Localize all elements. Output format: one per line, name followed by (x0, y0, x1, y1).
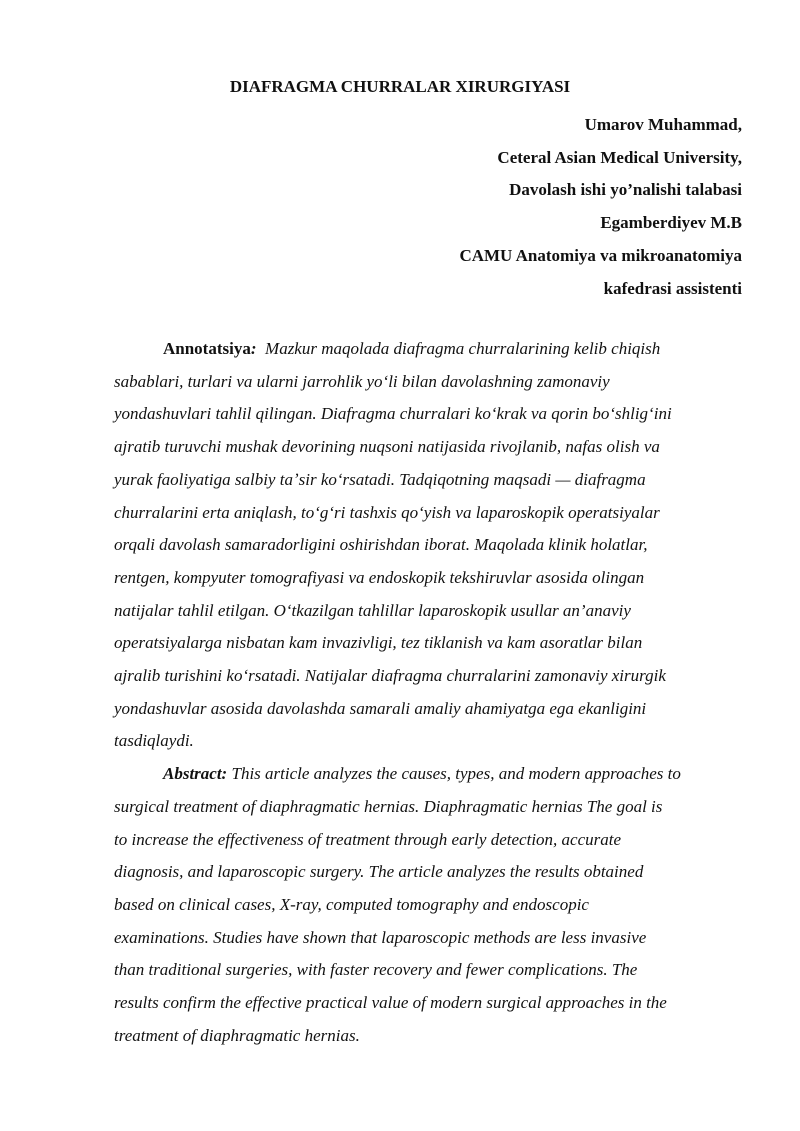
author-name: Umarov Muhammad, (584, 115, 742, 134)
abstract-line: results confirm the effective practical value of modern surgical approaches in the (114, 993, 667, 1013)
annotation-line: tasdiqlaydi. (114, 731, 194, 751)
advisor-title: kafedrasi assistenti (603, 278, 742, 298)
abstract-line: Abstract: This article analyzes the causes, types, and modern approaches to (163, 764, 681, 784)
annotation-line: rentgen, kompyuter tomografiyasi va endoskopik tekshiruvlar asosida olingan (114, 567, 645, 587)
abstract-line: to increase the effectiveness of treatment through early detection, accurate (114, 829, 622, 849)
annotation-line: yondashuvlari tahlil qilingan. Diafragma churralari koʻkrak va qorin boʻshligʻini (114, 404, 672, 424)
abstract-line: examinations. Studies have shown that laparoscopic methods are less invasive (114, 927, 647, 947)
annotation-line: yurak faoliyatiga salbiy taʼsir koʻrsatadi. Tadqiqotning maqsadi — diafragma (114, 469, 646, 489)
advisor-name: Egamberdiyev M.B (600, 213, 742, 233)
article-title: DIAFRAGMA CHURRALAR XIRURGIYASI (229, 77, 571, 96)
abstract-line: surgical treatment of diaphragmatic hernias. Diaphragmatic hernias The goal is (114, 796, 663, 816)
annotation-line: sabablari, turlari va ularni jarrohlik yoʻli bilan davolashning zamonaviy (114, 371, 610, 391)
annotation-line: ajralib turishini koʻrsatadi. Natijalar diafragma churralarini zamonaviy xirurgik (114, 666, 666, 686)
abstract-line: than traditional surgeries, with faster recovery and fewer complications. The (114, 960, 638, 980)
annotation-label: Annotatsiya (163, 339, 251, 358)
author-status: Davolash ishi yo’nalishi talabasi (509, 180, 742, 200)
advisor-department: CAMU Anatomiya va mikroanatomiya (459, 245, 742, 265)
annotation-line: ajratib turuvchi mushak devorining nuqsoni natijasida rivojlanib, nafas olish va (114, 437, 660, 457)
author-block (459, 109, 742, 305)
author-university: Ceteral Asian Medical University, (497, 147, 742, 167)
abstract-line: based on clinical cases, X-ray, computed tomography and endoscopic (114, 894, 589, 914)
article-body (114, 333, 742, 1052)
annotation-paragraph (114, 333, 742, 758)
annotation-line: orqali davolash samaradorligini oshirishdan iborat. Maqolada klinik holatlar, (114, 535, 648, 555)
annotation-line: Annotatsiya: Mazkur maqolada diafragma churralarining kelib chiqish (163, 339, 661, 358)
abstract-line: treatment of diaphragmatic hernias. (114, 1025, 360, 1045)
annotation-line: yondashuvlar asosida davolashda samarali amaliy ahamiyatga ega ekanligini (114, 698, 647, 718)
annotation-line: operatsiyalarga nisbatan kam invazivligi, tez tiklanish va kam asoratlar bilan (114, 633, 643, 653)
abstract-paragraph (114, 758, 742, 1052)
annotation-colon: : (250, 339, 257, 358)
abstract-line: diagnosis, and laparoscopic surgery. The article analyzes the results obtained (114, 862, 644, 882)
annotation-line: natijalar tahlil etilgan. Oʻtkazilgan tahlillar laparoskopik usullar an’anaviy (114, 600, 631, 620)
abstract-label: Abstract: (163, 764, 228, 784)
annotation-line: churralarini erta aniqlash, toʻgʻri tashxis qoʻyish va laparoskopik operatsiyalar (114, 502, 660, 522)
